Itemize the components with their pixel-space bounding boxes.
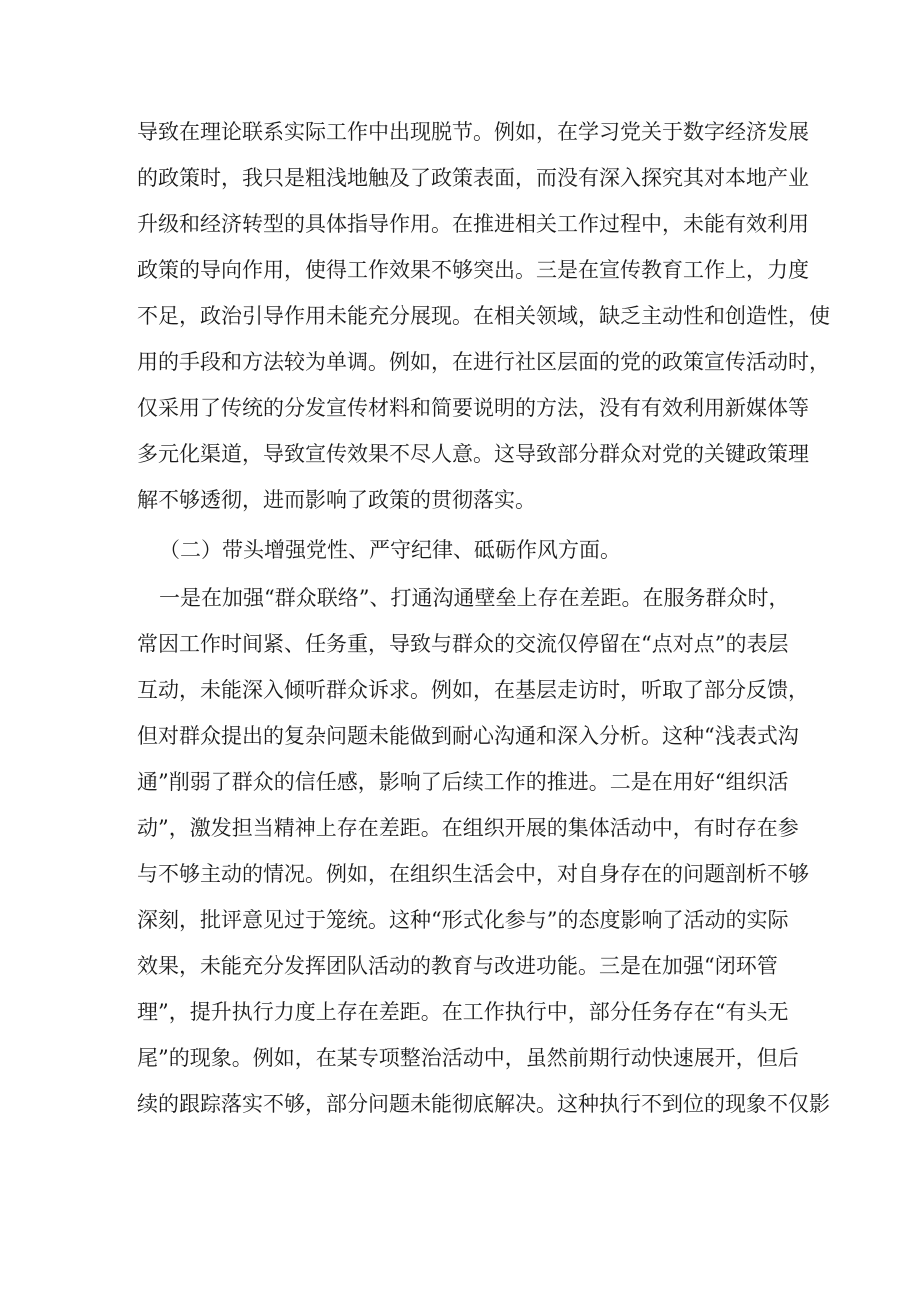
paragraph-1-line: 的政策时，我只是粗浅地触及了政策表面，而没有深入探究其对本地产业 xyxy=(137,166,809,190)
paragraph-2-line: 动”，激发担当精神上存在差距。在组织开展的集体活动中，有时存在参 xyxy=(137,816,799,840)
paragraph-2-line: 但对群众提出的复杂问题未能做到耐心沟通和深入分析。这种“浅表式沟 xyxy=(137,724,799,748)
paragraph-2-line: 互动，未能深入倾听群众诉求。例如，在基层走访时，听取了部分反馈， xyxy=(137,678,809,702)
paragraph-2-line: 尾”的现象。例如，在某专项整治活动中，虽然前期行动快速展开，但后 xyxy=(137,1046,799,1070)
paragraph-1-line: 用的手段和方法较为单调。例如，在进行社区层面的党的政策宣传活动时， xyxy=(137,350,830,374)
paragraph-2-line: 效果，未能充分发挥团队活动的教育与改进功能。三是在加强“闭环管 xyxy=(137,954,778,978)
paragraph-2-line: 通”削弱了群众的信任感，影响了后续工作的推进。二是在用好“组织活 xyxy=(137,770,789,794)
paragraph-1-line: 仅采用了传统的分发宣传材料和简要说明的方法，没有有效利用新媒体等 xyxy=(137,396,809,420)
paragraph-1-line: 不足，政治引导作用未能充分展现。在相关领域，缺乏主动性和创造性，使 xyxy=(137,304,830,328)
paragraph-2-line: 深刻，批评意见过于笼统。这种“形式化参与”的态度影响了活动的实际 xyxy=(137,908,789,932)
paragraph-1-line: 导致在理论联系实际工作中出现脱节。例如，在学习党关于数字经济发展 xyxy=(137,120,809,144)
paragraph-2-line: 与不够主动的情况。例如，在组织生活会中，对自身存在的问题剖析不够 xyxy=(137,862,809,886)
paragraph-1-line: 多元化渠道，导致宣传效果不尽人意。这导致部分群众对党的关键政策理 xyxy=(137,442,809,466)
paragraph-1-line: 解不够透彻，进而影响了政策的贯彻落实。 xyxy=(137,488,536,512)
paragraph-1-line: 升级和经济转型的具体指导作用。在推进相关工作过程中，未能有效利用 xyxy=(137,212,809,236)
paragraph-2-line: 常因工作时间紧、任务重，导致与群众的交流仅停留在“点对点”的表层 xyxy=(137,632,789,656)
body-text xyxy=(137,0,830,1301)
paragraph-2-line: 续的跟踪落实不够，部分问题未能彻底解决。这种执行不到位的现象不仅影 xyxy=(137,1092,830,1116)
section-heading: （二）带头增强党性、严守纪律、砥砺作风方面。 xyxy=(159,538,621,562)
paragraph-1-line: 政策的导向作用，使得工作效果不够突出。三是在宣传教育工作上，力度 xyxy=(137,258,809,282)
paragraph-2-line: 理”，提升执行力度上存在差距。在工作执行中，部分任务存在“有头无 xyxy=(137,1000,789,1024)
paragraph-2-line: 一是在加强“群众联络”、打通沟通壁垒上存在差距。在服务群众时， xyxy=(159,586,790,610)
